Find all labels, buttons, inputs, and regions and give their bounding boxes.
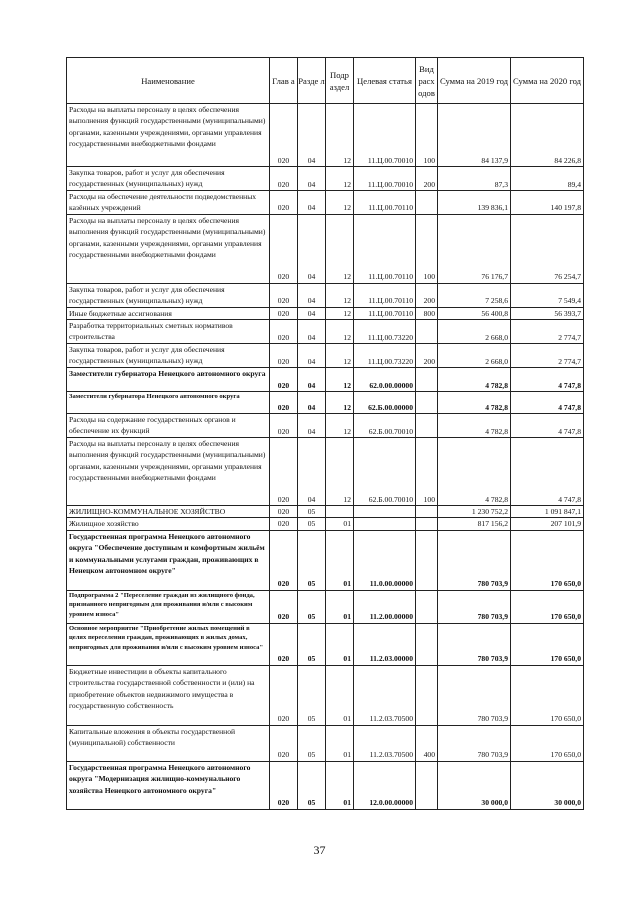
row-razdel: 05 xyxy=(298,518,326,530)
table-row xyxy=(67,414,584,438)
row-sum-2019: 780 703,9 xyxy=(438,623,511,665)
row-glava: 020 xyxy=(270,320,298,344)
row-podrazdel: 12 xyxy=(326,167,354,191)
row-razdel: 04 xyxy=(298,167,326,191)
row-glava: 020 xyxy=(270,344,298,368)
row-razdel: 05 xyxy=(298,506,326,518)
table-row xyxy=(67,530,584,590)
row-vid: 100 xyxy=(416,438,438,506)
row-vid xyxy=(416,530,438,590)
row-sum-2020: 84 226,8 xyxy=(511,104,584,167)
row-sum-2019: 817 156,2 xyxy=(438,518,511,530)
row-glava: 020 xyxy=(270,665,298,725)
row-vid xyxy=(416,518,438,530)
row-name: Закупка товаров, работ и услуг для обеспечения государственных (муниципальных) нужд xyxy=(67,167,270,191)
row-target: 11.0.00.00000 xyxy=(354,530,416,590)
row-podrazdel: 12 xyxy=(326,191,354,215)
row-podrazdel xyxy=(326,506,354,518)
table-row xyxy=(67,392,584,414)
row-sum-2020: 2 774,7 xyxy=(511,344,584,368)
table-row xyxy=(67,214,584,283)
row-sum-2020: 170 650,0 xyxy=(511,590,584,623)
row-name: Расходы на выплаты персоналу в целях обеспечения выполнения функций государственными (муниципальными) органами, казенными учреждениями, органами управления государственными внебюджетными фондами xyxy=(67,214,270,283)
row-sum-2019: 139 836,1 xyxy=(438,191,511,215)
row-razdel: 05 xyxy=(298,530,326,590)
row-podrazdel: 12 xyxy=(326,104,354,167)
row-podrazdel: 01 xyxy=(326,665,354,725)
row-name: Бюджетные инвестиции в объекты капитального строительства государственной собственности и (или) на приобретение объектов недвижимого имущества в государственную собственность xyxy=(67,665,270,725)
row-podrazdel: 12 xyxy=(326,283,354,307)
row-glava: 020 xyxy=(270,590,298,623)
row-razdel: 04 xyxy=(298,104,326,167)
row-razdel: 05 xyxy=(298,725,326,761)
row-name: Заместители губернатора Ненецкого автономного округа xyxy=(67,392,270,414)
row-target: 62.Б.00.70010 xyxy=(354,438,416,506)
row-target: 11.Ц.00.70110 xyxy=(354,214,416,283)
row-podrazdel: 12 xyxy=(326,214,354,283)
row-sum-2020: 56 393,7 xyxy=(511,307,584,319)
row-razdel: 04 xyxy=(298,438,326,506)
row-name: Иные бюджетные ассигнования xyxy=(67,307,270,319)
row-vid xyxy=(416,392,438,414)
row-vid xyxy=(416,191,438,215)
row-name: Капитальные вложения в объекты государственной (муниципальной) собственности xyxy=(67,725,270,761)
table-row xyxy=(67,761,584,809)
row-sum-2019: 87,3 xyxy=(438,167,511,191)
header-sum-2020: Сумма на 2020 год xyxy=(511,58,584,104)
row-target: 11.2.03.70500 xyxy=(354,725,416,761)
row-podrazdel: 01 xyxy=(326,725,354,761)
row-glava: 020 xyxy=(270,438,298,506)
row-vid xyxy=(416,368,438,392)
row-sum-2020: 30 000,0 xyxy=(511,761,584,809)
row-target: 11.2.00.00000 xyxy=(354,590,416,623)
table-header xyxy=(67,58,584,104)
row-sum-2020: 4 747,8 xyxy=(511,438,584,506)
table-row xyxy=(67,104,584,167)
row-glava: 020 xyxy=(270,307,298,319)
row-name: Закупка товаров, работ и услуг для обеспечения государственных (муниципальных) нужд xyxy=(67,283,270,307)
row-target: 11.2.03.00000 xyxy=(354,623,416,665)
table-row xyxy=(67,191,584,215)
table-row xyxy=(67,307,584,319)
row-glava: 020 xyxy=(270,761,298,809)
row-podrazdel: 01 xyxy=(326,530,354,590)
row-glava: 020 xyxy=(270,725,298,761)
row-razdel: 04 xyxy=(298,191,326,215)
row-razdel: 04 xyxy=(298,392,326,414)
row-sum-2020: 7 549,4 xyxy=(511,283,584,307)
row-vid: 800 xyxy=(416,307,438,319)
row-razdel: 04 xyxy=(298,414,326,438)
row-podrazdel: 01 xyxy=(326,761,354,809)
row-glava: 020 xyxy=(270,623,298,665)
row-sum-2020: 2 774,7 xyxy=(511,320,584,344)
row-name: Расходы на содержание государственных органов и обеспечение их функций xyxy=(67,414,270,438)
row-vid: 200 xyxy=(416,283,438,307)
row-sum-2020: 89,4 xyxy=(511,167,584,191)
row-sum-2019: 1 230 752,2 xyxy=(438,506,511,518)
row-sum-2019: 780 703,9 xyxy=(438,725,511,761)
row-razdel: 04 xyxy=(298,214,326,283)
row-sum-2019: 2 668,0 xyxy=(438,344,511,368)
header-podrazdel: Подр аздел xyxy=(326,58,354,104)
row-vid xyxy=(416,320,438,344)
row-sum-2020: 76 254,7 xyxy=(511,214,584,283)
row-name: Государственная программа Ненецкого автономного округа "Обеспечение доступным и комфортным жильём и коммунальными услугами граждан, проживающих в Ненецком автономном округе" xyxy=(67,530,270,590)
row-target: 11.Ц.00.70110 xyxy=(354,307,416,319)
row-glava: 020 xyxy=(270,214,298,283)
row-sum-2019: 780 703,9 xyxy=(438,665,511,725)
row-sum-2019: 4 782,8 xyxy=(438,414,511,438)
row-sum-2020: 170 650,0 xyxy=(511,725,584,761)
row-sum-2019: 30 000,0 xyxy=(438,761,511,809)
table-row xyxy=(67,344,584,368)
table-row xyxy=(67,167,584,191)
budget-table xyxy=(66,57,584,810)
table-row xyxy=(67,590,584,623)
row-sum-2019: 4 782,8 xyxy=(438,438,511,506)
row-glava: 020 xyxy=(270,530,298,590)
table-row xyxy=(67,725,584,761)
row-target: 11.Ц.00.73220 xyxy=(354,320,416,344)
row-podrazdel: 12 xyxy=(326,414,354,438)
row-target xyxy=(354,518,416,530)
row-vid xyxy=(416,623,438,665)
row-name: Подпрограмма 2 "Переселение граждан из жилищного фонда, признанного непригодным для проживания и/или с высоким уровнем износа" xyxy=(67,590,270,623)
row-sum-2019: 76 176,7 xyxy=(438,214,511,283)
row-name: Расходы на обеспечение деятельности подведомственных казённых учреждений xyxy=(67,191,270,215)
row-podrazdel: 12 xyxy=(326,320,354,344)
header-glava: Глав а xyxy=(270,58,298,104)
row-vid: 400 xyxy=(416,725,438,761)
header-razdel: Разде л xyxy=(298,58,326,104)
row-sum-2019: 780 703,9 xyxy=(438,590,511,623)
row-sum-2019: 4 782,8 xyxy=(438,368,511,392)
header-name: Наименование xyxy=(67,58,270,104)
row-razdel: 04 xyxy=(298,307,326,319)
row-glava: 020 xyxy=(270,518,298,530)
row-sum-2020: 170 650,0 xyxy=(511,530,584,590)
row-name: ЖИЛИЩНО-КОММУНАЛЬНОЕ ХОЗЯЙСТВО xyxy=(67,506,270,518)
table-body xyxy=(67,104,584,810)
row-sum-2020: 170 650,0 xyxy=(511,665,584,725)
row-glava: 020 xyxy=(270,414,298,438)
row-name: Жилищное хозяйство xyxy=(67,518,270,530)
row-target: 11.Ц.00.70110 xyxy=(354,283,416,307)
row-vid: 100 xyxy=(416,104,438,167)
row-glava: 020 xyxy=(270,283,298,307)
row-sum-2019: 7 258,6 xyxy=(438,283,511,307)
row-name: Расходы на выплаты персоналу в целях обеспечения выполнения функций государственными (муниципальными) органами, казенными учреждениями, органами управления государственными внебюджетными фондами xyxy=(67,438,270,506)
row-glava: 020 xyxy=(270,167,298,191)
table-row xyxy=(67,665,584,725)
row-vid xyxy=(416,414,438,438)
row-glava: 020 xyxy=(270,368,298,392)
row-podrazdel: 01 xyxy=(326,623,354,665)
row-target: 11.Ц.00.73220 xyxy=(354,344,416,368)
row-podrazdel: 12 xyxy=(326,392,354,414)
row-target: 12.0.00.00000 xyxy=(354,761,416,809)
row-razdel: 04 xyxy=(298,368,326,392)
header-vid: Вид расх одов xyxy=(416,58,438,104)
row-razdel: 05 xyxy=(298,590,326,623)
page-number: 37 xyxy=(313,843,326,857)
row-razdel: 05 xyxy=(298,761,326,809)
row-glava: 020 xyxy=(270,506,298,518)
row-podrazdel: 12 xyxy=(326,307,354,319)
row-razdel: 04 xyxy=(298,344,326,368)
row-glava: 020 xyxy=(270,191,298,215)
row-sum-2020: 1 091 847,1 xyxy=(511,506,584,518)
row-podrazdel: 01 xyxy=(326,518,354,530)
row-sum-2019: 780 703,9 xyxy=(438,530,511,590)
table-row xyxy=(67,283,584,307)
row-target: 11.Ц.00.70010 xyxy=(354,104,416,167)
header-target: Целевая статья xyxy=(354,58,416,104)
row-target: 62.0.00.00000 xyxy=(354,368,416,392)
row-sum-2020: 170 650,0 xyxy=(511,623,584,665)
row-razdel: 04 xyxy=(298,320,326,344)
row-razdel: 05 xyxy=(298,623,326,665)
row-target: 11.Ц.00.70010 xyxy=(354,167,416,191)
row-podrazdel: 12 xyxy=(326,344,354,368)
row-name: Государственная программа Ненецкого автономного округа "Модернизация жилищно-коммунального хозяйства Ненецкого автономного округа" xyxy=(67,761,270,809)
row-vid: 100 xyxy=(416,214,438,283)
row-vid: 200 xyxy=(416,167,438,191)
table-row xyxy=(67,368,584,392)
row-vid: 200 xyxy=(416,344,438,368)
row-sum-2019: 2 668,0 xyxy=(438,320,511,344)
row-sum-2019: 84 137,9 xyxy=(438,104,511,167)
header-sum-2019: Сумма на 2019 год xyxy=(438,58,511,104)
row-sum-2020: 4 747,8 xyxy=(511,368,584,392)
row-name: Разработка территориальных сметных нормативов строительства xyxy=(67,320,270,344)
row-target: 62.Б.00.70010 xyxy=(354,414,416,438)
row-name: Закупка товаров, работ и услуг для обеспечения государственных (муниципальных) нужд xyxy=(67,344,270,368)
row-sum-2020: 4 747,8 xyxy=(511,392,584,414)
row-razdel: 04 xyxy=(298,283,326,307)
row-sum-2019: 4 782,8 xyxy=(438,392,511,414)
table-row xyxy=(67,506,584,518)
table-row xyxy=(67,623,584,665)
row-podrazdel: 01 xyxy=(326,590,354,623)
row-name: Заместители губернатора Ненецкого автономного округа xyxy=(67,368,270,392)
row-sum-2020: 207 101,9 xyxy=(511,518,584,530)
row-target: 11.Ц.00.70110 xyxy=(354,191,416,215)
row-name: Основное мероприятие "Приобретение жилых помещений в целях переселения граждан, проживающих в жилых домах, непригодных для проживания и/или с высоким уровнем износа" xyxy=(67,623,270,665)
row-vid xyxy=(416,761,438,809)
row-target: 62.Б.00.00000 xyxy=(354,392,416,414)
table-row xyxy=(67,320,584,344)
row-vid xyxy=(416,506,438,518)
row-glava: 020 xyxy=(270,104,298,167)
row-vid xyxy=(416,590,438,623)
table-row xyxy=(67,518,584,530)
row-podrazdel: 12 xyxy=(326,438,354,506)
row-glava: 020 xyxy=(270,392,298,414)
row-sum-2020: 140 197,8 xyxy=(511,191,584,215)
row-sum-2020: 4 747,8 xyxy=(511,414,584,438)
row-target xyxy=(354,506,416,518)
table-row xyxy=(67,438,584,506)
row-name: Расходы на выплаты персоналу в целях обеспечения выполнения функций государственными (муниципальными) органами, казенными учреждениями, органами управления государственными внебюджетными фондами xyxy=(67,104,270,167)
row-podrazdel: 12 xyxy=(326,368,354,392)
row-vid xyxy=(416,665,438,725)
row-target: 11.2.03.70500 xyxy=(354,665,416,725)
row-razdel: 05 xyxy=(298,665,326,725)
row-sum-2019: 56 400,8 xyxy=(438,307,511,319)
